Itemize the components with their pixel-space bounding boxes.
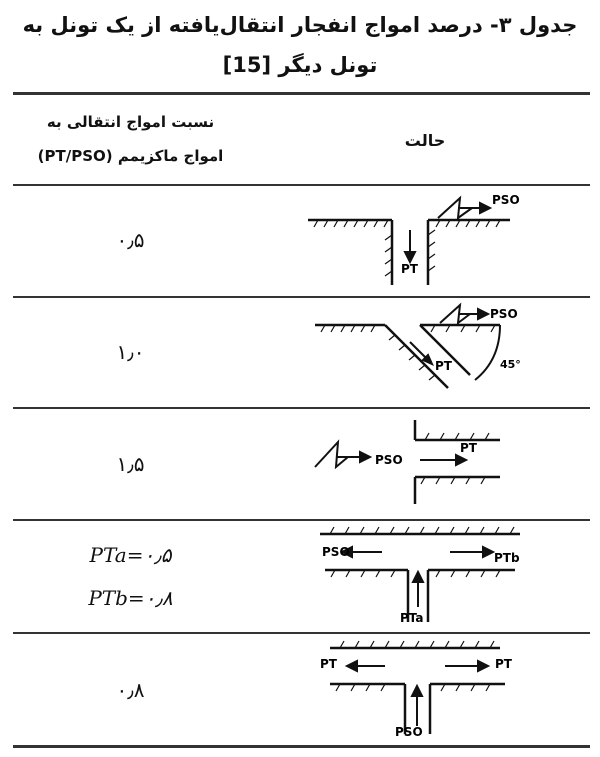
header-state: حالت — [404, 131, 446, 150]
row-4-ratio-a: PTa=۰٫۵ — [89, 543, 172, 567]
header-ratio-line2: امواج ماکزیمم (PT/PSO) — [37, 147, 224, 165]
header-ratio-line1: نسبت امواج انتقالی به — [46, 113, 215, 131]
row-1-pso-label: PSO — [492, 193, 520, 207]
caption-line-1: جدول ۳- درصد امواج انفجار انتقال‌یافته از یک تونل به — [22, 13, 578, 37]
row-divider-3 — [13, 519, 590, 521]
row-4-ptb-label: PTb — [494, 551, 520, 565]
row-5-ratio: ۰٫۸ — [116, 678, 145, 702]
row-2-diagram — [300, 300, 530, 400]
table-caption — [0, 0, 600, 92]
row-divider-1 — [13, 296, 590, 298]
row-2-angle-label: 45° — [500, 358, 521, 371]
row-3-pso-label: PSO — [375, 453, 403, 467]
row-3-ratio: ۱٫۵ — [116, 452, 145, 476]
row-5-pt-left-label: PT — [320, 657, 337, 671]
row-divider-2 — [13, 407, 590, 409]
row-2-pt-label: PT — [435, 359, 452, 373]
row-1-ratio: ۰٫۵ — [116, 228, 145, 252]
header-ratio — [13, 95, 248, 187]
row-2-ratio: ۱٫۰ — [116, 340, 145, 364]
table-bottom-rule — [13, 745, 590, 748]
row-5-pt-right-label: PT — [495, 657, 512, 671]
row-1-diagram — [300, 190, 530, 290]
row-5-diagram — [300, 636, 530, 741]
caption-line-2: تونل دیگر [15] — [222, 53, 378, 77]
row-1-pt-label: PT — [401, 262, 418, 276]
row-divider-4 — [13, 632, 590, 634]
row-4-pta-label: PTa — [400, 611, 424, 625]
row-2-pso-label: PSO — [490, 307, 518, 321]
row-5-pso-label: PSO — [395, 725, 423, 739]
row-3-pt-label: PT — [460, 441, 477, 455]
row-4-ratio-b: PTb=۰٫۸ — [88, 586, 173, 610]
row-3-diagram — [300, 412, 530, 512]
row-4-pso-label: PSO — [322, 545, 350, 559]
row-4-diagram — [300, 522, 530, 627]
